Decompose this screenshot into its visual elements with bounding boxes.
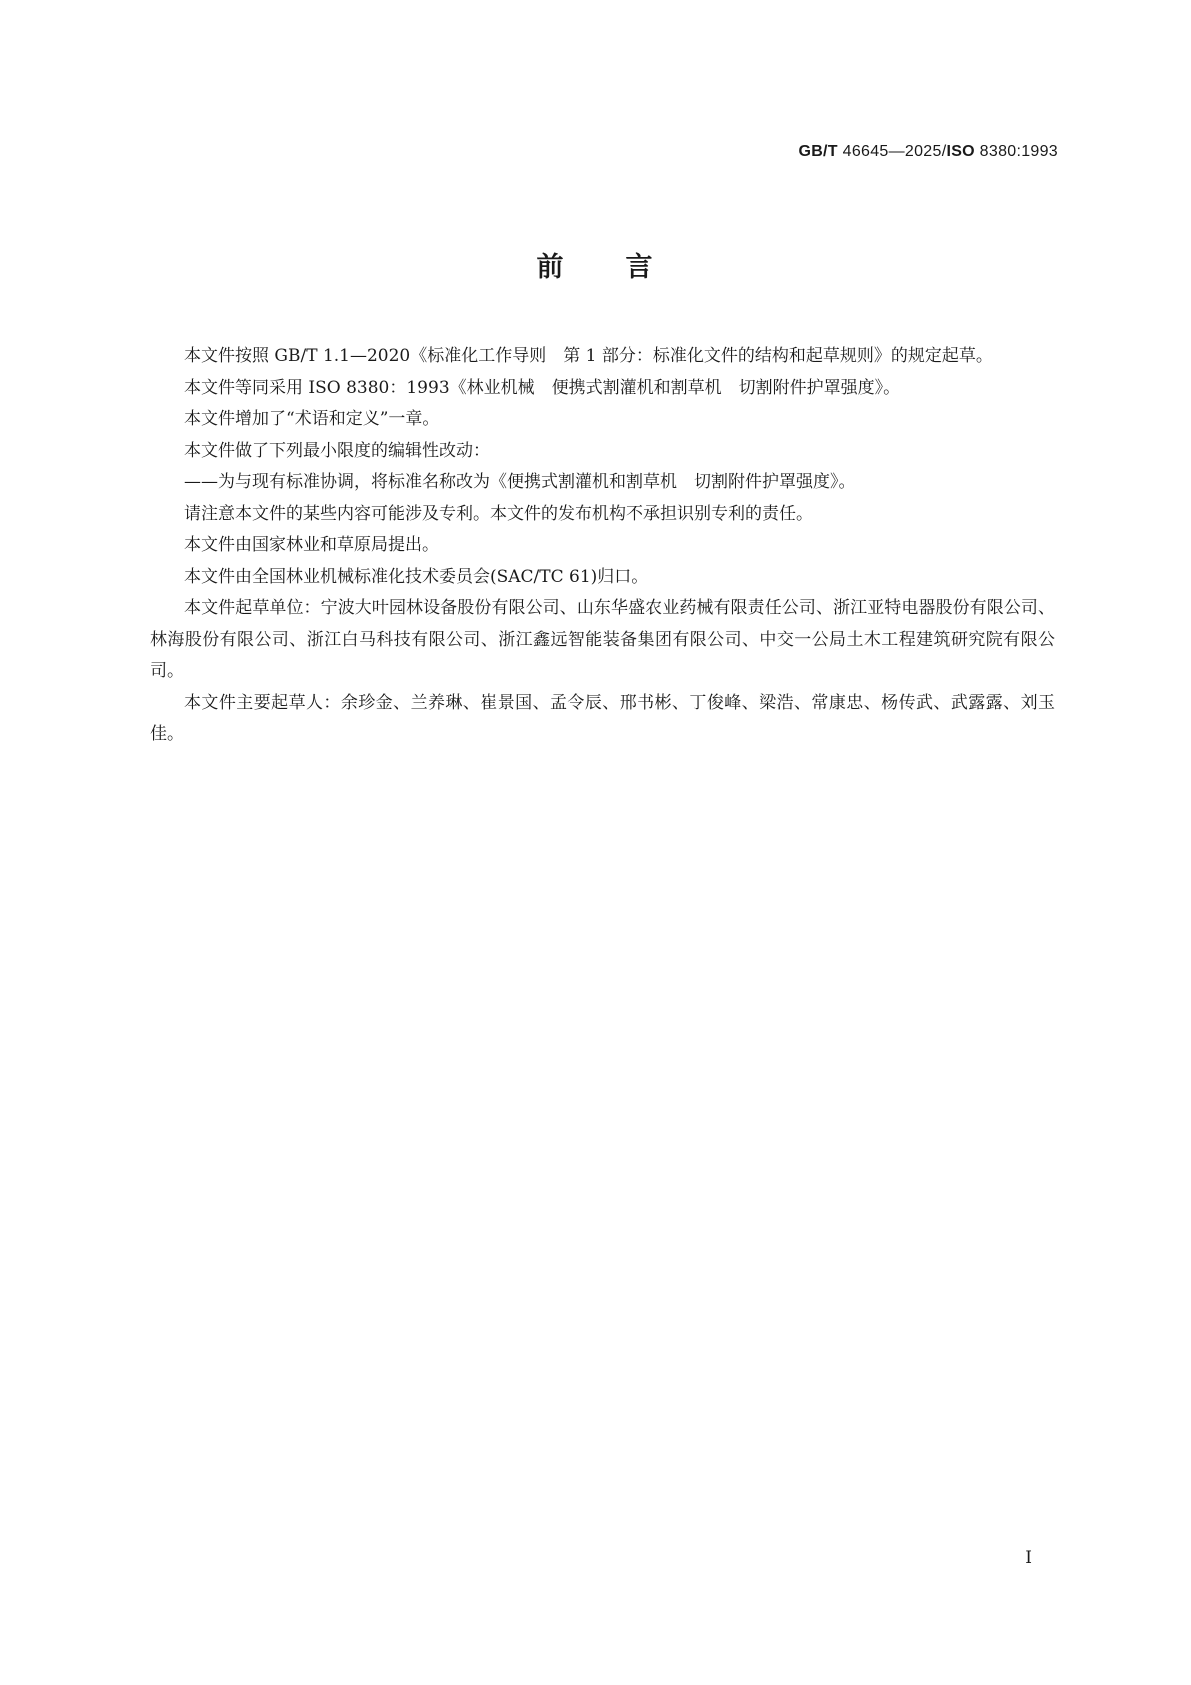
paragraph-committee: 本文件由全国林业机械标准化技术委员会(SAC/TC 61)归口。 [184,566,649,587]
foreword-body [150,341,1055,751]
paragraph-proposer: 本文件由国家林业和草原局提出。 [184,535,439,555]
standard-code [798,143,1058,161]
paragraph-added-chapter: 本文件增加了“术语和定义”一章。 [184,409,440,429]
paragraph-editorial-changes: 本文件做了下列最小限度的编辑性改动： [184,440,490,461]
page-title-char-2: 言 [625,252,655,283]
paragraph-drafting-rules: 本文件按照 GB/T 1.1—2020《标准化工作导则 第 1 部分：标准化文件的结构和起草规则》的规定起草。 [184,346,993,366]
paragraph-drafters: 本文件主要起草人：余珍金、兰养琳、崔景国、孟令辰、邢书彬、丁俊峰、梁浩、常康忠、杨传武、武露露、刘玉佳。 [150,692,1055,744]
standard-code-prefix: GB/T [798,143,838,160]
standard-code-iso: ISO [946,143,975,160]
page-title-char-1: 前 [536,252,566,283]
standard-code-iso-number: 8380:1993 [974,143,1058,160]
paragraph-patent-notice: 请注意本文件的某些内容可能涉及专利。本文件的发布机构不承担识别专利的责任。 [184,503,813,524]
paragraph-drafting-units: 本文件起草单位：宁波大叶园林设备股份有限公司、山东华盛农业药械有限责任公司、浙江亚特电器股份有限公司、林海股份有限公司、浙江白马科技有限公司、浙江鑫远智能装备集团有限公司、中交一公局土木工程建筑研究院有限公司。 [150,598,1055,681]
paragraph-name-change: ——为与现有标准协调，将标准名称改为《便携式割灌机和割草机 切割附件护罩强度》。 [184,472,856,492]
standard-code-number: 46645—2025/ [837,143,947,160]
page-title [0,245,1191,284]
paragraph-equivalent-iso: 本文件等同采用 ISO 8380：1993《林业机械 便携式割灌机和割草机 切割附件护罩强度》。 [184,377,901,398]
page-number: I [1025,1548,1032,1568]
